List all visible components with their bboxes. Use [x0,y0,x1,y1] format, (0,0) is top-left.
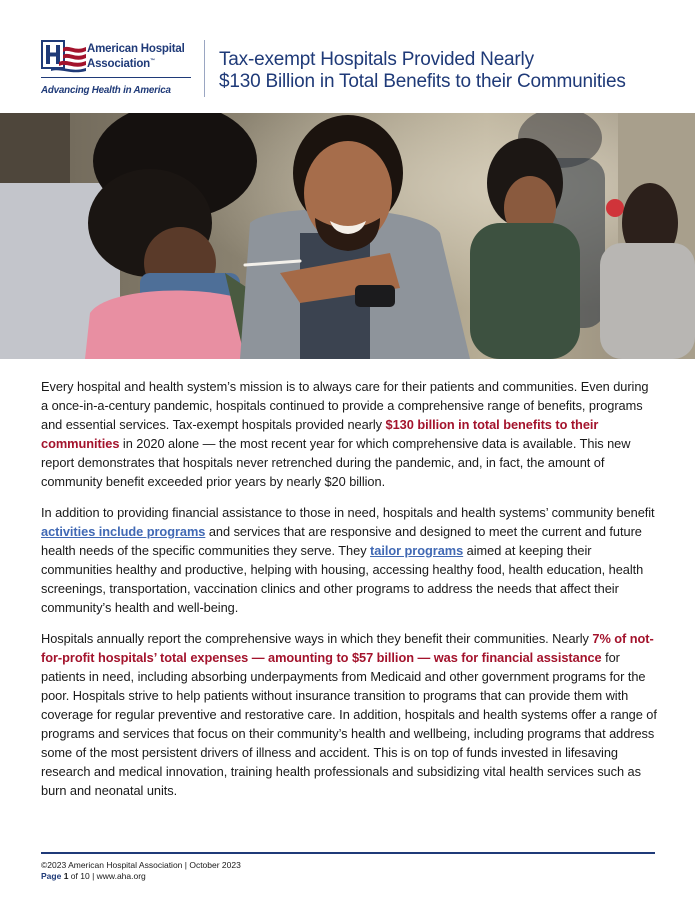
page-header [0,0,695,113]
page-number: 1 [63,871,69,881]
para1-text-1: Every hospital and health system’s mission is to always care for their patients and communities. Even during a once-in-a-century pandemic, hospitals continued to provide a comprehensive range of benefits, programs and essential services. Tax-exempt hospitals provided nearly [41,379,649,432]
paragraph-2 [41,503,657,617]
header-divider [204,40,205,97]
footer-copyright: ©2023 American Hospital Association | October 2023 [41,860,241,870]
footer-page-info [41,871,655,882]
trademark-symbol: ™ [149,58,155,64]
logo-rule [41,77,191,78]
body-text [41,377,657,812]
tailor-programs-link[interactable]: tailor programs [370,543,464,558]
para2-text-1: In addition to providing financial assistance to those in need, hospitals and health systems’ community benefit [41,505,655,520]
activities-include-programs-link[interactable]: activities include programs [41,524,206,539]
aha-name-line2: Association [87,57,150,70]
title-line1: Tax-exempt Hospitals Provided Nearly [219,49,534,70]
page-label: Page [41,871,62,881]
aha-logo[interactable] [41,40,201,100]
para1-text-2: in 2020 alone — the most recent year for which comprehensive data is available. This new report demonstrates that hospitals never retrenched during the pandemic, and, in fact, the amount of community benefit exceeded prior years by nearly $20 billion. [41,436,631,489]
paragraph-1 [41,377,657,491]
hero-photo [0,113,695,359]
para3-text-2: for patients in need, including absorbing underpayments from Medicaid and other government programs for the poor. Hospitals strive to help patients without insurance transition to programs that can provide them with coverage for regular preventive and restorative care. In addition, hospitals and health systems offer a range of programs and services that focus on their community’s health and wellbeing, including programs that address some of the most persistent drivers of illness and accident. This is on top of funds invested in lifesaving research and medical innovation, training health professionals and subsidizing vital health services such as burn and neonatal units. [41,650,657,798]
para3-text-1: Hospitals annually report the comprehensive ways in which they benefit their communities. Nearly [41,631,593,646]
aha-tagline: Advancing Health in America [41,85,171,96]
para2-text-3: aimed at keeping their communities healthy and productive, helping with housing, accessing healthy food, health education, health screenings, transportation, vaccination clinics and other programs to address the needs that affect their community’s health and well-being. [41,543,644,615]
para3-highlight: 7% of not-for-profit hospitals’ total expenses — amounting to $57 billion — was for financial assistance [41,631,654,665]
para2-text-2: and services that are responsive and designed to meet the current and future health needs of the specific communities they serve. They [41,524,642,558]
title-line2: $130 Billion in Total Benefits to their Communities [219,71,626,92]
aha-name-line1: American Hospital [87,43,185,55]
para1-highlight: $130 billion in total benefits to their communities [41,417,599,451]
footer-rule [41,852,655,854]
page-footer [41,860,655,882]
aha-wordmark [87,43,207,70]
page-title [219,49,689,93]
page-total-and-url[interactable]: of 10 | www.aha.org [68,871,146,881]
aha-flag-h-icon [41,40,87,74]
paragraph-3 [41,629,657,800]
